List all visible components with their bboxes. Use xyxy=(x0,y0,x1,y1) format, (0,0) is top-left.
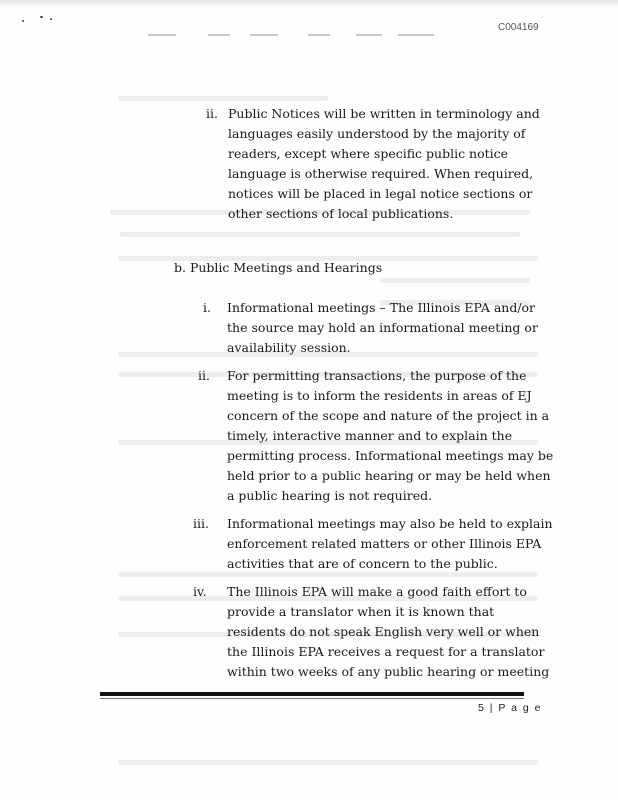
scan-speck xyxy=(40,16,43,18)
paragraph-line: held prior to a public hearing or may be held when xyxy=(227,468,551,483)
header-rule xyxy=(398,34,434,36)
scan-shadow xyxy=(0,0,618,8)
paragraph-line: provide a translator when it is known that xyxy=(227,604,495,619)
paragraph-line: The Illinois EPA will make a good faith effort to xyxy=(227,584,527,599)
paragraph-line: timely, interactive manner and to explain the xyxy=(227,428,513,443)
paragraph-line: Informational meetings – The Illinois EPA and/or xyxy=(227,300,536,315)
document-id: C004169 xyxy=(498,22,539,33)
section-heading: b. Public Meetings and Hearings xyxy=(174,260,383,275)
paragraph-line: the source may hold an informational meeting or xyxy=(227,320,538,335)
list-numeral: iii. xyxy=(193,516,209,531)
paragraph-line: languages easily understood by the majority of xyxy=(228,126,526,141)
paragraph-line: readers, except where specific public notice xyxy=(228,146,509,161)
paragraph-line: Informational meetings may also be held to explain xyxy=(227,516,553,531)
scan-speck xyxy=(22,20,24,22)
paragraph-line: For permitting transactions, the purpose of the xyxy=(227,368,527,383)
list-numeral: ii. xyxy=(206,106,218,121)
paragraph-line: availability session. xyxy=(227,340,351,355)
list-numeral: i. xyxy=(203,300,211,315)
list-numeral: iv. xyxy=(193,584,207,599)
paragraph-line: activities that are of concern to the public. xyxy=(227,556,498,571)
footer-rule-thin xyxy=(100,698,524,699)
page-number: 5 | P a g e xyxy=(478,702,542,714)
show-through-line xyxy=(120,232,520,237)
paragraph-line: meeting is to inform the residents in areas of EJ xyxy=(227,388,532,403)
paragraph-line: the Illinois EPA receives a request for a translator xyxy=(227,644,545,659)
paragraph-line: enforcement related matters or other Illinois EPA xyxy=(227,536,542,551)
paragraph-line: concern of the scope and nature of the project in a xyxy=(227,408,550,423)
footer-rule xyxy=(100,692,524,696)
paragraph-line: other sections of local publications. xyxy=(228,206,454,221)
header-rule xyxy=(208,34,230,36)
scan-speck xyxy=(50,18,52,20)
paragraph-line: within two weeks of any public hearing or meeting xyxy=(227,664,550,679)
paragraph-line: residents do not speak English very well or when xyxy=(227,624,540,639)
show-through-line xyxy=(380,278,530,283)
header-rule xyxy=(250,34,278,36)
paragraph-line: language is otherwise required. When required, xyxy=(228,166,534,181)
paragraph-line: a public hearing is not required. xyxy=(227,488,433,503)
paragraph-line: notices will be placed in legal notice sections or xyxy=(228,186,533,201)
show-through-line xyxy=(118,96,328,101)
header-rule xyxy=(308,34,330,36)
header-rule xyxy=(356,34,382,36)
list-numeral: ii. xyxy=(198,368,210,383)
paragraph-line: Public Notices will be written in terminology and xyxy=(228,106,540,121)
paragraph-line: permitting process. Informational meetings may be xyxy=(227,448,554,463)
header-rule xyxy=(148,34,176,36)
show-through-line xyxy=(118,760,538,765)
